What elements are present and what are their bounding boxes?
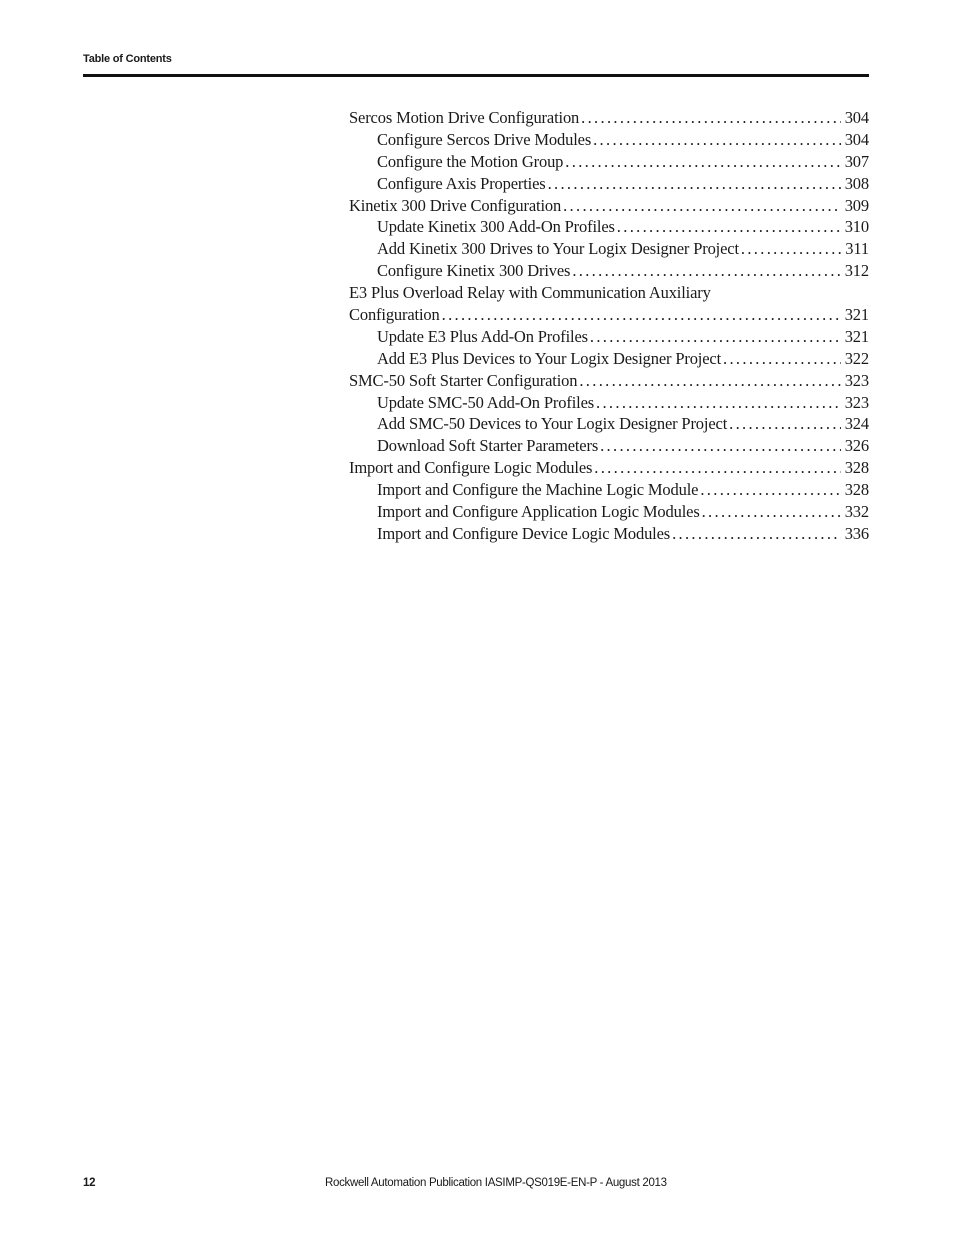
toc-entry-page: 308 [844,173,869,193]
toc-entry-page: 323 [844,370,869,390]
dot-leader [702,501,841,523]
toc-entry[interactable] [349,501,869,523]
toc-entry[interactable] [349,435,869,457]
toc-entry[interactable] [349,216,869,238]
toc-entry[interactable] [349,523,869,545]
toc-entry-title: Add E3 Plus Devices to Your Logix Designer Project [377,348,722,368]
toc-entry-page: 336 [844,523,869,543]
toc-entry[interactable] [349,326,869,348]
publication-info: Rockwell Automation Publication IASIMP-QS019E-EN-P - August 2013 [325,1177,667,1189]
dot-leader [563,195,841,217]
toc-entry-title: Import and Configure Device Logic Modules [377,523,671,543]
toc-entry-title: Add SMC-50 Devices to Your Logix Designer Project [377,414,728,434]
toc-entry-title: Kinetix 300 Drive Configuration [349,195,562,215]
toc-entry[interactable] [349,173,869,195]
toc-entry[interactable] [349,348,869,370]
toc-entry-page: 321 [844,326,869,346]
header-rule [83,74,869,77]
toc-entry-page: 310 [844,217,869,237]
dot-leader [593,129,841,151]
toc-entry-title: Configure Kinetix 300 Drives [377,261,571,281]
dot-leader [617,216,841,238]
toc-entry-page: 322 [844,348,869,368]
toc-entry-page: 312 [844,261,869,281]
dot-leader [729,413,841,435]
toc-entry-page: 307 [844,151,869,171]
toc-entry-page: 311 [845,239,869,259]
toc-entry-title: Add Kinetix 300 Drives to Your Logix Designer Project [377,239,739,259]
toc-entry-page: 304 [844,108,869,127]
toc-entry[interactable] [349,260,869,282]
toc-entry[interactable] [349,392,869,414]
toc-entry-title: Import and Configure the Machine Logic Module [377,480,699,500]
toc-entry-page: 332 [844,502,869,522]
dot-leader [442,304,841,326]
toc-entry-title: Update E3 Plus Add-On Profiles [377,326,588,346]
dot-leader [594,457,840,479]
toc-entry-page: 326 [844,436,869,456]
toc-entry[interactable] [349,413,869,435]
toc-entry-page: 328 [844,458,869,478]
toc-entry[interactable] [349,195,869,217]
dot-leader [590,326,841,348]
toc-entry-title: Sercos Motion Drive Configuration [349,108,580,127]
toc-entry-page: 323 [844,392,869,412]
toc-entry[interactable] [349,107,869,129]
running-header: Table of Contents [83,53,172,65]
dot-leader [672,523,841,545]
toc-entry-title: Import and Configure Logic Modules [349,458,593,478]
toc-entry-title: Update SMC-50 Add-On Profiles [377,392,595,412]
toc-entry[interactable] [349,479,869,501]
toc-entry-title: Configuration [349,305,440,325]
dot-leader [700,479,840,501]
toc-entry-page: 328 [844,480,869,500]
toc-entry[interactable] [349,151,869,173]
toc-entry-title: Import and Configure Application Logic Modules [377,502,700,522]
toc-entry-title: Configure the Motion Group [377,151,564,171]
toc-entry-title-first-line[interactable]: E3 Plus Overload Relay with Communication Auxiliary [349,283,711,303]
dot-leader [548,173,841,195]
toc-entry-page: 324 [844,414,869,434]
toc-entry[interactable] [349,457,869,479]
dot-leader [723,348,841,370]
toc-entry-title: Configure Sercos Drive Modules [377,129,592,149]
toc-entry-page: 321 [844,305,869,325]
toc-entry-page: 309 [844,195,869,215]
page-number: 12 [83,1177,96,1189]
dot-leader [572,260,840,282]
dot-leader [565,151,840,173]
toc-entry[interactable] [349,370,869,392]
dot-leader [596,392,841,414]
toc-entry[interactable] [349,129,869,151]
dot-leader [579,370,840,392]
toc-entry-title: Download Soft Starter Parameters [377,436,599,456]
toc-entry-title: Update Kinetix 300 Add-On Profiles [377,217,615,237]
toc-entry[interactable] [349,304,869,326]
table-of-contents [349,107,869,545]
toc-entry[interactable] [349,238,869,260]
dot-leader [581,107,841,129]
toc-entry-title: Configure Axis Properties [377,173,546,193]
dot-leader [600,435,841,457]
dot-leader [741,238,841,260]
toc-entry-title: SMC-50 Soft Starter Configuration [349,370,578,390]
toc-entry-page: 304 [844,129,869,149]
